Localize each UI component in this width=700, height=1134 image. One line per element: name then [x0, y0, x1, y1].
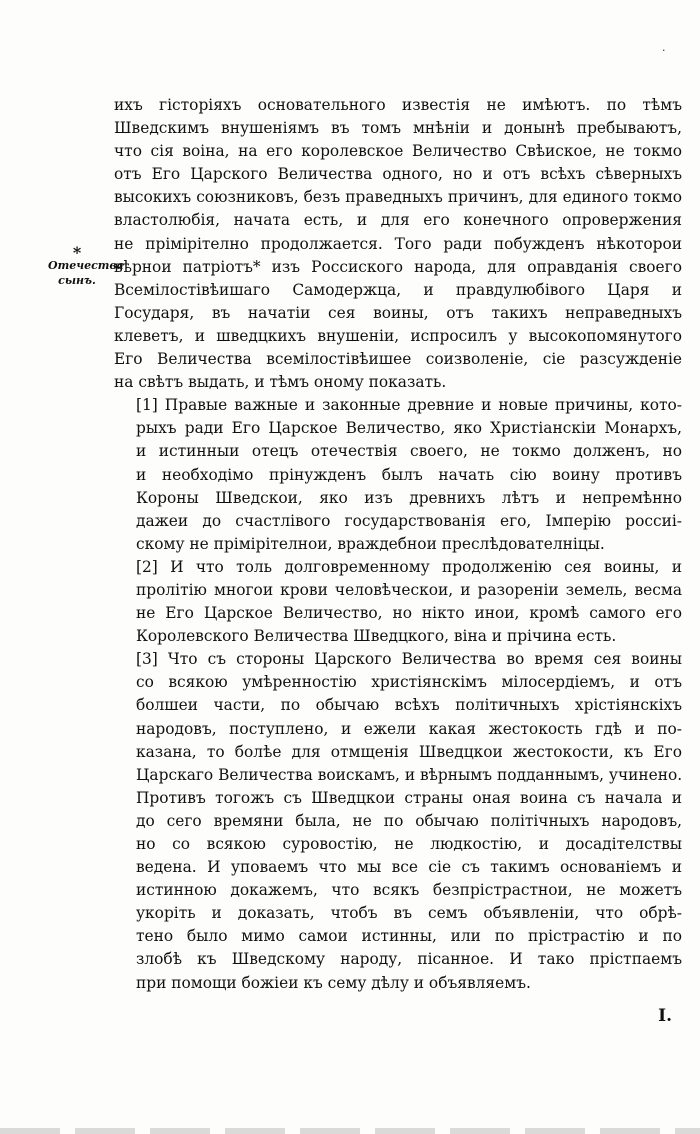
- text-line: рыхъ ради Его Царское Величество, яко Христіанскіи Монархъ,: [136, 419, 682, 438]
- text-line: Государя, въ начатіи сея воины, отъ такихъ неправедныхъ: [114, 303, 682, 322]
- text-line: Короны Шведскои, яко изъ древнихъ лѣтъ и непремѣнно: [136, 488, 682, 507]
- text-line: не прімірітелно продолжается. Того ради побужденъ нѣкоторои: [114, 234, 682, 253]
- next-page-edge: [0, 1128, 700, 1134]
- text-line: укоріть и доказать, чтобъ въ семъ объявленіи, что обрѣ-: [136, 904, 682, 923]
- text-line: злобѣ къ Шведскому народу, пісанное. И тако прістпаемъ: [136, 950, 682, 969]
- text-line: народовъ, поступлено, и ежели какая жестокость гдѣ и по-: [136, 719, 682, 738]
- text-line: при помощи божіеи къ сему дѣлу и объявляемъ.: [136, 973, 531, 992]
- text-line: со всякою умѣренностію христіянскімъ мілосердіемъ, и отъ: [136, 673, 682, 692]
- text-line: казана, то болѣе для отмщенія Шведцкои жестокости, къ Его: [136, 742, 682, 761]
- text-line: [1] Правые важные и законные древние и новые причины, кото-: [136, 396, 682, 415]
- paragraph: [114, 394, 682, 556]
- paragraph: [114, 648, 682, 994]
- paragraph: [114, 556, 682, 648]
- text-line: не Его Царское Величество, но нікто инои, кромѣ самого его: [136, 604, 682, 623]
- text-line: дажеи до счастлівого государствованія его, Імперію россиі-: [136, 511, 682, 530]
- text-line: Королевского Величества Шведцкого, віна и прічина есть.: [136, 627, 617, 646]
- text-line: Его Величества всемілостівѣишее соизволеніе, сіе разсужденіе: [114, 350, 682, 369]
- text-line: но со всякою суровостію, не людкостію, и досадітелствы: [136, 835, 682, 853]
- text-line: и истинныи отецъ отечествія своего, не токмо долженъ, но: [136, 442, 682, 461]
- margin-note: [48, 243, 124, 288]
- text-line: что сія воіна, на его королевское Величество Свѣиское, не токмо: [114, 142, 682, 161]
- text-line: отъ Его Царского Величества одного, но и отъ всѣхъ сѣверныхъ: [114, 165, 682, 184]
- text-line: ведена. И уповаемъ что мы все сіе съ такимъ основаніемъ и: [136, 858, 682, 877]
- text-line: [3] Что съ стороны Царского Величества во время сея воины: [136, 650, 682, 669]
- text-line: болшеи части, по обычаю всѣхъ політичныхъ хрістіянскіхъ: [136, 696, 682, 715]
- paragraph: [114, 94, 682, 394]
- text-line: ихъ гісторіяхъ основательного известія не имѣютъ. по тѣмъ: [114, 96, 682, 114]
- body-text: [114, 94, 682, 995]
- text-line: пролітію многои крови человѣческои, и разореніи земель, весма: [136, 580, 682, 599]
- text-line: скому не прімірітелнои, враждебнои преслѣдователніцы.: [136, 534, 605, 553]
- text-line: и необходімо прінужденъ былъ начать сію воину противъ: [136, 465, 682, 484]
- margin-note-text: Отечества сынъ.: [48, 259, 124, 287]
- text-line: тено было мимо самои истинны, или по прістрастію и по: [136, 927, 682, 946]
- text-line: вѣрнои патріотъ* изъ Россиского народа, для оправданія своего: [114, 257, 682, 276]
- text-line: до сего времяни была, не по обычаю політічныхъ народовъ,: [136, 811, 682, 830]
- text-line: [2] И что толь долговременному продолженію сея воины, и: [136, 557, 682, 576]
- text-line: Всемілостівѣишаго Самодержца, и правдулюбівого Царя и: [114, 280, 682, 299]
- text-line: Шведскимъ внушеніямъ въ томъ мнѣніи и донынѣ пребываютъ,: [114, 119, 682, 138]
- text-line: Царскаго Величества воискамъ, и вѣрнымъ подданнымъ, учинено.: [136, 765, 683, 784]
- page-signature: I.: [658, 1006, 672, 1026]
- page-speck: ·: [662, 44, 666, 57]
- text-line: истинною докажемъ, что всякъ безпрістрастнои, не можетъ: [136, 881, 682, 900]
- margin-note-mark: *: [72, 243, 82, 262]
- text-line: на свѣтъ выдать, и тѣмъ оному показать.: [114, 373, 447, 392]
- text-line: властолюбія, начата есть, и для его конечного опровержения: [114, 211, 682, 230]
- text-line: клеветъ, и шведцкихъ внушеніи, испросилъ у высокопомянутого: [114, 326, 682, 345]
- text-line: Противъ тогожъ съ Шведцкои страны оная воина съ начала и: [136, 788, 682, 807]
- text-line: высокихъ союзниковъ, безъ праведныхъ причинъ, для единого токмо: [114, 188, 682, 207]
